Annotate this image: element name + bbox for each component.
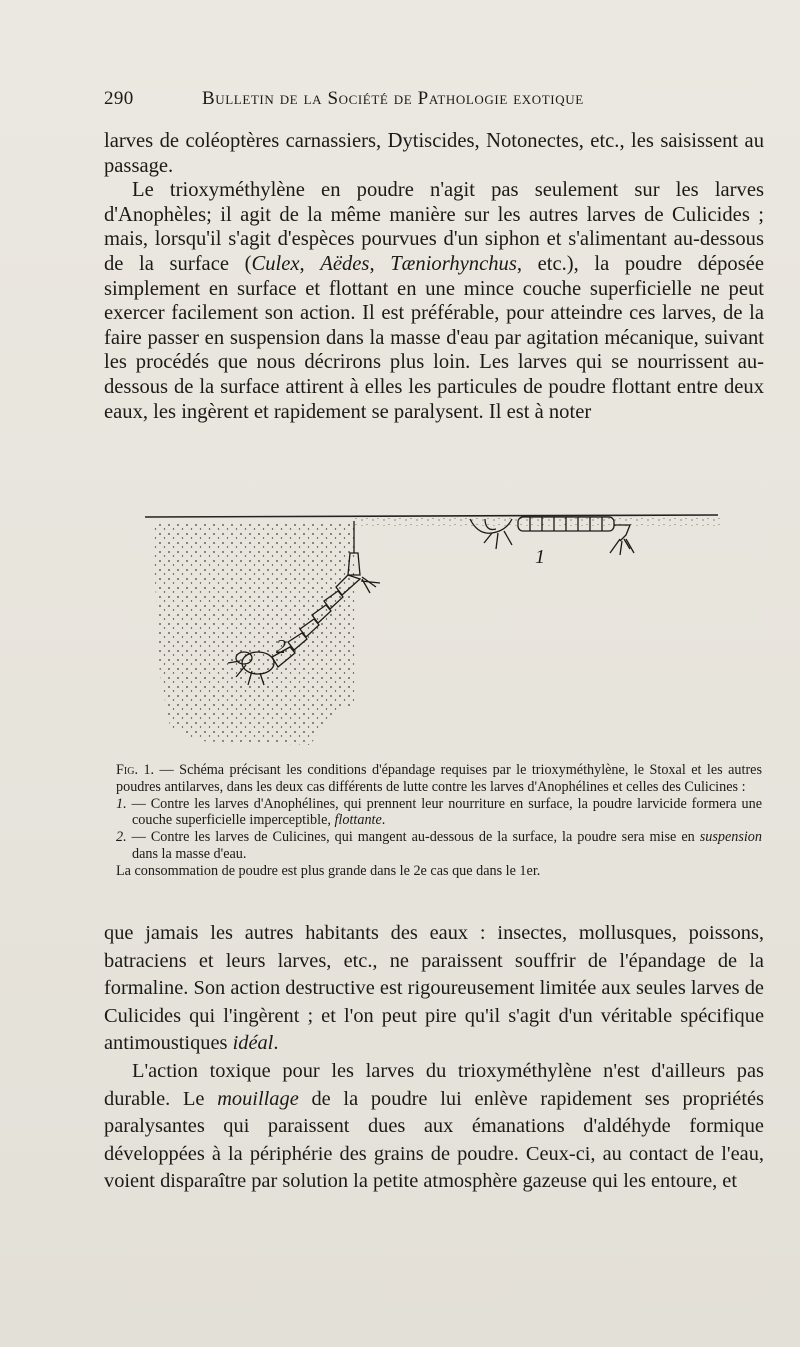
caption-intro (116, 762, 762, 796)
paragraph-2-culex: Culex (251, 252, 300, 275)
figure-caption (116, 762, 762, 880)
paragraph-2-text-b: , etc.), la poudre déposée simplement en surface et flottant en une mince couche superficielle ne peut exercer facilement son action. Il est préférable, pour atteindre ces larves, de la faire passer en suspension dans la masse d'eau par agitation mécanique, suivant les procédés que nous décrirons plus loin. Les larves qui se nourrissent au-dessous de la surface attirent à elles les particules de poudre flottant entre deux eaux, les ingèrent et rapidement se paralysent. Il est à noter (104, 252, 764, 423)
surface-powder-film (355, 517, 720, 526)
paragraph-1: larves de coléoptères carnassiers, Dytiscides, Notonectes, etc., les saisissent au passage. (104, 130, 764, 177)
caption-item-2 (116, 829, 762, 863)
caption-item-1-number: 1. (116, 795, 127, 812)
running-title: Bulletin de la Société de Pathologie exotique (202, 88, 584, 109)
body-text-bottom (104, 920, 764, 1196)
paragraph-2-sep1: , (299, 252, 321, 275)
water-surface-line (145, 515, 718, 517)
paragraph-3-end: . (273, 1032, 279, 1055)
caption-line1: — Schéma précisant les conditions d'épandage requises par le trioxyméthylène, le Stoxal et les autres poudres antilarves, dans les deux cas différents de lutte contre les larves d'Anophélines et celles des Culicines : (116, 762, 762, 795)
caption-item-2-text: — Contre les larves de Culicines, qui mangent au-dessous de la surface, la poudre sera mise en (126, 829, 700, 846)
caption-item-1-text: — Contre les larves d'Anophélines, qui prennent leur nourriture en surface, la poudre larvicide formera une couche superficielle imperceptible, (126, 795, 762, 829)
caption-item-1-end: . (381, 812, 386, 829)
figure-label-1: 1 (535, 546, 545, 568)
figure-label-2: 2 (276, 636, 286, 658)
paragraph-2-aedes: Aëdes (320, 252, 370, 275)
paragraph-4-emphasis: mouillage (217, 1087, 299, 1110)
caption-item-1-emphasis: flottante (334, 812, 382, 829)
caption-item-2-end: dans la masse d'eau. (132, 845, 247, 862)
caption-item-2-number: 2. (116, 829, 127, 846)
paragraph-3-emphasis: idéal (232, 1032, 274, 1055)
caption-figure-label: Fig. 1. (116, 762, 155, 778)
caption-last-line: La consommation de poudre est plus grande dans le 2e cas que dans le 1er. (116, 862, 541, 879)
page-number: 290 (104, 88, 134, 109)
paragraph-4-text-b: de la poudre lui enlève rapidement ses propriétés paralysantes qui paraissent dues aux émanations d'aldéhyde formique développées à la périphérie des grains de poudre. Ceux-ci, au contact de l'eau, voient disparaître par solution la petite atmosphère gazeuse qui les entoure, et (104, 1087, 764, 1193)
paragraph-3-text: que jamais les autres habitants des eaux : insectes, mollusques, poissons, batraciens et leurs larves, etc., ne paraissent souffrir de l'épandage de la formaline. Son action destructive est rigoureusement limitée aux seules larves de Culicides qui l'ingèrent ; et l'on peut pire qu'il s'agit d'un véritable spécifique antimoustiques (104, 922, 764, 1055)
figure-1 (140, 505, 725, 755)
caption-item-2-emphasis: suspension (699, 829, 762, 846)
body-text-top (104, 129, 764, 424)
suspended-powder-region (152, 521, 355, 745)
paragraph-3 (104, 920, 764, 1058)
paragraph-2-taeniorhynchus: Tæniorhynchus (390, 252, 517, 275)
paragraph-2 (104, 178, 764, 424)
paragraph-2-sep2: , (369, 252, 391, 275)
paragraph-4 (104, 1058, 764, 1196)
larvae-diagram (140, 505, 725, 755)
caption-item-1 (116, 796, 762, 830)
running-header (104, 88, 764, 114)
paragraph-4-text-a: L'action toxique pour les larves du trioxyméthylène n'est d'ailleurs pas durable. Le (104, 1059, 764, 1110)
paragraph-2-text-a: Le trioxyméthylène en poudre n'agit pas seulement sur les larves d'Anophèles; il agit de la même manière sur les autres larves de Culicides ; mais, lorsqu'il s'agit d'espèces pourvues d'un siphon et s'alimentant au-dessous de la surface ( (104, 179, 764, 275)
